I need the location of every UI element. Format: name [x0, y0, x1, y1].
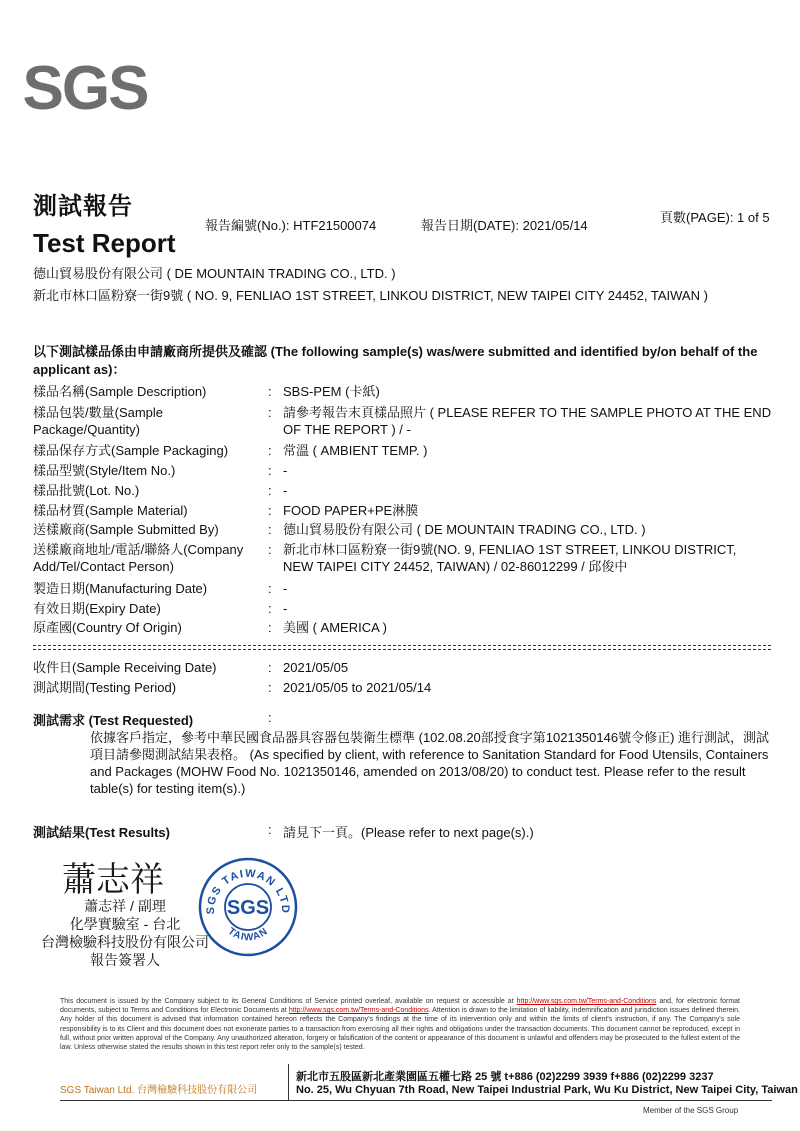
field-label-sample-description: 樣品名稱(Sample Description) — [33, 384, 207, 399]
test-requested-label: 測試需求 (Test Requested) — [33, 713, 194, 728]
signatory-role: 報告簽署人 — [90, 952, 160, 968]
sample-intro: 以下測試樣品係由申請廠商所提供及確認 (The following sample(s) was/were submitted and identified by/on behalf of the applicant as)： — [33, 344, 758, 377]
electronic-terms-link[interactable]: http://www.sgs.com.tw/Terms-and-Conditions — [288, 1007, 429, 1015]
field-colon: : — [268, 680, 272, 695]
field-value-manufacturing-date: - — [283, 581, 288, 596]
field-value-style-item-no: - — [283, 463, 288, 478]
report-title-cn: 測試報告 — [33, 193, 133, 220]
handwritten-signature: 蕭志祥 — [62, 860, 164, 900]
field-label-expiry-date: 有效日期(Expiry Date) — [33, 601, 161, 616]
test-results-label: 測試結果(Test Results) — [33, 825, 170, 840]
section-separator — [33, 645, 771, 646]
test-requested-body: 依據客戶指定，參考中華民國食品器具容器包裝衛生標準 (102.08.20部授食字第1021350146號令修正) 進行測試，測試項目請參閱測試結果表格。 (As specified by client, with reference to Sanitation Standard for Food Utensils, Containers and Packages (MOHW Food No. 1021350146, amended on 2013/08/20) to conduct test. Please refer to the result table(s) for testing item(s).) — [90, 730, 770, 796]
field-label-package-quantity: 樣品包裝/數量(Sample Package/Quantity) — [33, 405, 164, 437]
field-value-sample-description: SBS-PEM (卡紙) — [283, 384, 380, 399]
field-label-country-of-origin: 原產國(Country Of Origin) — [33, 620, 182, 635]
disclaimer-part: and, for electronic format documents, subject to Terms and Conditions for Electronic Documents at — [60, 998, 741, 1015]
footer-address-cn: 新北市五股區新北產業園區五權七路 25 號 t+886 (02)2299 3939 f+886 (02)2299 3237 — [296, 1071, 714, 1083]
field-value-lot-no: - — [283, 483, 288, 498]
field-value-package-quantity: 請參考報告末頁樣品照片 ( PLEASE REFER TO THE SAMPLE PHOTO AT THE END OF THE REPORT ) / - — [283, 405, 772, 437]
field-colon: : — [268, 542, 272, 557]
signatory-lab: 化學實驗室 - 台北 — [69, 916, 181, 932]
field-value-company-contact: 新北市林口區粉寮一街9號(NO. 9, FENLIAO 1ST STREET, LINKOU DISTRICT, NEW TAIPEI CITY 24452, TAIWAN) / 02-86012299 / 邱俊中 — [283, 542, 737, 574]
field-label-manufacturing-date: 製造日期(Manufacturing Date) — [33, 581, 208, 596]
report-date: 報告日期(DATE): 2021/05/14 — [421, 218, 588, 233]
field-colon: : — [268, 660, 272, 675]
footer-company: SGS Taiwan Ltd. 台灣檢驗科技股份有限公司 — [60, 1085, 258, 1096]
field-label-sample-packaging: 樣品保存方式(Sample Packaging) — [33, 443, 229, 458]
report-number: 報告編號(No.): HTF21500074 — [205, 218, 377, 233]
test-results-colon: : — [268, 822, 272, 837]
field-colon: : — [268, 522, 272, 537]
field-colon: : — [268, 620, 272, 635]
applicant-name: 德山貿易股份有限公司 ( DE MOUNTAIN TRADING CO., LTD. ) — [33, 266, 396, 281]
field-label-submitted-by: 送樣廠商(Sample Submitted By) — [33, 522, 219, 537]
field-value-expiry-date: - — [283, 601, 288, 616]
sgs-logo-text: SGS — [22, 54, 148, 123]
field-label-testing-period: 測試期間(Testing Period) — [33, 680, 177, 695]
field-colon: : — [268, 581, 272, 596]
disclaimer-part: This document is issued by the Company subject to its General Conditions of Service printed overleaf, available on request or accessible at — [60, 998, 517, 1005]
section-separator — [33, 649, 771, 650]
stamp-center-text: SGS — [226, 897, 270, 919]
footer-divider — [288, 1064, 289, 1100]
field-colon: : — [268, 405, 272, 420]
field-value-country-of-origin: 美國 ( AMERICA ) — [283, 620, 388, 635]
disclaimer-part: . Attention is drawn to the limitation of liability, indemnification and jurisdiction issues defined therein. Any holder of this document is advised that information contained hereon reflects the Company's findings at the time of its intervention only and within the limits of client's instruction, if any. The Company's sole responsibility is to its Client and this document does not exonerate parties to a transaction from exercising all their rights and obligations under the transaction documents. This document cannot be reproduced, except in full, without prior written approval of the Company. Any unauthorized alteration, forgery or falsification of the content or appearance of this document is unlawful and offenders may be prosecuted to the fullest extent of the law. Unless otherwise stated the results shown in this test report refer only to the sample(s) tested. — [60, 1007, 741, 1052]
sgs-logo — [22, 54, 148, 123]
field-value-sample-material: FOOD PAPER+PE淋膜 — [283, 503, 419, 518]
field-label-style-item-no: 樣品型號(Style/Item No.) — [33, 463, 176, 478]
stamp-bottom-text: TAIWAN — [225, 925, 271, 944]
legal-disclaimer — [60, 997, 740, 1052]
applicant-address: 新北市林口區粉寮一街9號 ( NO. 9, FENLIAO 1ST STREET, LINKOU DISTRICT, NEW TAIPEI CITY 24452, TAIWAN ) — [33, 288, 708, 303]
field-colon: : — [268, 503, 272, 518]
field-colon: : — [268, 463, 272, 478]
report-title-en: Test Report — [33, 228, 176, 258]
field-value-sample-packaging: 常溫 ( AMBIENT TEMP. ) — [283, 443, 428, 458]
field-value-receiving-date: 2021/05/05 — [283, 660, 349, 675]
member-of-group: Member of the SGS Group — [643, 1106, 739, 1115]
signatory-name-title: 蕭志祥 / 副理 — [84, 898, 166, 914]
field-colon: : — [268, 443, 272, 458]
field-value-submitted-by: 德山貿易股份有限公司 ( DE MOUNTAIN TRADING CO., LTD. ) — [283, 522, 646, 537]
test-requested-colon: : — [268, 710, 272, 725]
footer-rule — [60, 1100, 772, 1101]
signatory-company: 台灣檢驗科技股份有限公司 — [41, 934, 209, 950]
svg-text:TAIWAN — [226, 926, 271, 943]
field-colon: : — [268, 384, 272, 399]
field-label-sample-material: 樣品材質(Sample Material) — [33, 503, 188, 518]
field-label-company-contact: 送樣廠商地址/電話/聯絡人(Company Add/Tel/Contact Person) — [33, 542, 244, 574]
page-number: 頁數(PAGE): 1 of 5 — [660, 210, 770, 225]
test-results-value: 請見下一頁。(Please refer to next page(s).) — [283, 825, 534, 840]
stamp-top-text: SGS TAIWAN LTD — [204, 867, 292, 915]
field-colon: : — [268, 601, 272, 616]
footer-address-en: No. 25, Wu Chyuan 7th Road, New Taipei Industrial Park, Wu Ku District, New Taipei City, Taiwan — [296, 1084, 798, 1096]
field-value-testing-period: 2021/05/05 to 2021/05/14 — [283, 680, 432, 695]
field-colon: : — [268, 483, 272, 498]
field-label-receiving-date: 收件日(Sample Receiving Date) — [33, 660, 217, 675]
field-label-lot-no: 樣品批號(Lot. No.) — [33, 483, 140, 498]
sgs-taiwan-seal-stamp — [196, 855, 300, 959]
terms-link[interactable]: http://www.sgs.com.tw/Terms-and-Conditions — [516, 998, 657, 1005]
